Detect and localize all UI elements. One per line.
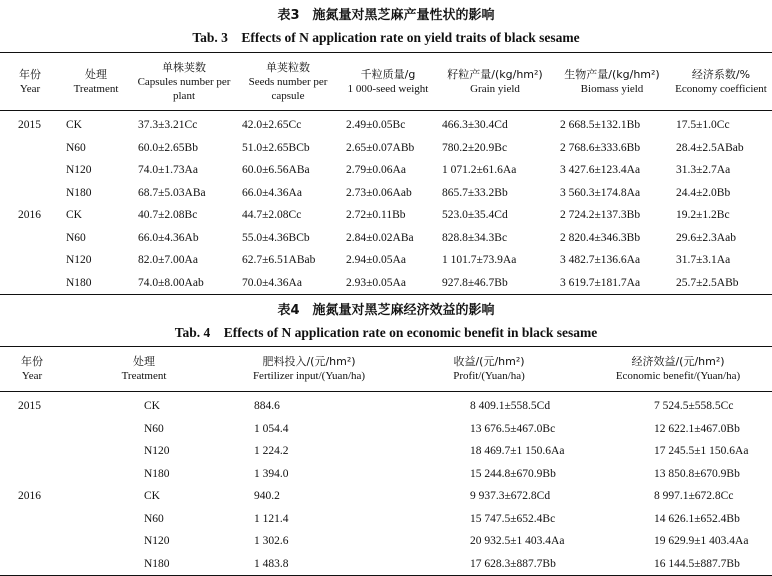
- table3-cell: 466.3±30.4Cd: [442, 119, 508, 132]
- table3-cell: 44.7±2.08Cc: [242, 209, 302, 222]
- table4-cell: 8 409.1±558.5Cd: [470, 400, 551, 413]
- table3-cell: 60.0±2.65Bb: [138, 141, 198, 154]
- table4-cell: [0, 553, 64, 576]
- table3-cell: 25.7±2.5ABb: [670, 272, 772, 295]
- table4-container: [0, 346, 772, 576]
- table3-cell: 2 724.2±137.3Bb: [560, 209, 641, 222]
- table3-cell: 2015: [18, 119, 41, 132]
- table4-cell: [0, 440, 64, 463]
- table3-cell: 3 427.6±123.4Aa: [560, 164, 641, 177]
- table4-cell: 7 524.5±558.5Cc: [654, 400, 734, 413]
- table4-cell: 1 302.6: [254, 535, 289, 548]
- table3-cell: 3 482.7±136.6Aa: [560, 254, 641, 267]
- table3-row: [0, 182, 772, 205]
- table3-cell: 3 619.7±181.7Aa: [554, 272, 670, 295]
- table3-cell: 62.7±6.51ABab: [242, 254, 316, 267]
- table4-cell: 13 850.8±670.9Bb: [654, 467, 740, 480]
- table3-cell: N180: [60, 272, 132, 295]
- table4-cell: 940.2: [254, 490, 280, 503]
- table3-cell: 927.8±46.7Bb: [436, 272, 554, 295]
- table3-header-cell: 单荚粒数 Seeds number per capsule: [236, 53, 340, 111]
- table4-cell: 2015: [18, 400, 41, 413]
- table3-row: [0, 204, 772, 227]
- table4-cell: 2016: [18, 490, 41, 503]
- table3-cell: 2 668.5±132.1Bb: [560, 119, 641, 132]
- table3-row: [0, 249, 772, 272]
- table4-cell: [0, 508, 64, 531]
- table4-header-cell: 经济效益/(元/hm²) Economic benefit/(Yuan/ha): [584, 347, 772, 392]
- table3-cell: 2 820.4±346.3Bb: [560, 231, 641, 244]
- table3-cell: [0, 249, 60, 272]
- table4-cell: 1 121.4: [254, 512, 289, 525]
- table4-cell: 15 747.5±652.4Bc: [470, 512, 556, 525]
- table3-cell: 66.0±4.36Ab: [138, 231, 199, 244]
- table3-header-cell: 经济系数/% Economy coefficient: [670, 53, 772, 111]
- table4-cell: N120: [144, 445, 170, 458]
- table3-cell: 2.94±0.05Aa: [346, 254, 406, 267]
- table3-cell: 24.4±2.0Bb: [676, 186, 731, 199]
- table3-row: [0, 111, 772, 137]
- table3-cell: [0, 182, 60, 205]
- table3-cell: 780.2±20.9Bc: [442, 141, 508, 154]
- table3-cell: 60.0±6.56ABa: [242, 164, 310, 177]
- table3-cell: 40.7±2.08Bc: [138, 209, 198, 222]
- table3-cell: 74.0±8.00Aab: [132, 272, 236, 295]
- table3-header-row: [0, 53, 772, 111]
- table4-cell: 1 054.4: [254, 422, 289, 435]
- table4-caption-cn: 表4 施氮量对黑芝麻经济效益的影响: [277, 303, 495, 318]
- table3-cell: 51.0±2.65BCb: [242, 141, 310, 154]
- table3-cell: 2.73±0.06Aab: [346, 186, 412, 199]
- table3-container: [0, 52, 772, 295]
- table4-row: [0, 508, 772, 531]
- table3-body: [0, 111, 772, 295]
- table3: [0, 52, 772, 295]
- table3-cell: [0, 227, 60, 250]
- table3-cell: 523.0±35.4Cd: [442, 209, 508, 222]
- table3-cell: N60: [66, 231, 86, 244]
- table3-row: [0, 137, 772, 160]
- table4-cell: 884.6: [254, 400, 280, 413]
- table3-header-cell: 生物产量/(kg/hm²) Biomass yield: [554, 53, 670, 111]
- table3-cell: 37.3±3.21Cc: [138, 119, 198, 132]
- table4-caption-en: Tab. 4 Effects of N application rate on economic benefit in black sesame: [174, 325, 598, 340]
- table3-cell: 31.3±2.7Aa: [676, 164, 731, 177]
- table3-cell: N120: [66, 254, 92, 267]
- table4-cell: 16 144.5±887.7Bb: [584, 553, 772, 576]
- table3-cell: 74.0±1.73Aa: [138, 164, 198, 177]
- table3-cell: N180: [66, 186, 92, 199]
- table4-cell: 12 622.1±467.0Bb: [654, 422, 740, 435]
- table4: [0, 346, 772, 576]
- table4-cell: 17 628.3±887.7Bb: [394, 553, 584, 576]
- table3-row: [0, 159, 772, 182]
- table4-row: [0, 530, 772, 553]
- table4-header-cell: 收益/(元/hm²) Profit/(Yuan/ha): [394, 347, 584, 392]
- table3-cell: 29.6±2.3Aab: [676, 231, 736, 244]
- table3-cell: 2.79±0.06Aa: [346, 164, 406, 177]
- table4-row: [0, 485, 772, 508]
- table4-row: [0, 440, 772, 463]
- table3-cell: 42.0±2.65Cc: [242, 119, 302, 132]
- table3-cell: 2.72±0.11Bb: [346, 209, 406, 222]
- table3-cell: [0, 272, 60, 295]
- table3-header-cell: 籽粒产量/(kg/hm²) Grain yield: [436, 53, 554, 111]
- table4-cell: 15 244.8±670.9Bb: [470, 467, 556, 480]
- table3-cell: 1 101.7±73.9Aa: [442, 254, 517, 267]
- table4-cell: N60: [144, 422, 164, 435]
- table3-cell: 19.2±1.2Bc: [676, 209, 730, 222]
- table3-cell: [0, 159, 60, 182]
- table4-cell: 8 997.1±672.8Cc: [654, 490, 734, 503]
- table3-header-cell: 年份 Year: [0, 53, 60, 111]
- table3-cell: N60: [66, 141, 86, 154]
- table4-cell: [0, 418, 64, 441]
- table3-cell: 82.0±7.00Aa: [138, 254, 198, 267]
- table3-row: [0, 272, 772, 295]
- table3-header-cell: 单株荚数 Capsules number per plant: [132, 53, 236, 111]
- table3-cell: 2.84±0.02ABa: [346, 231, 414, 244]
- table4-cell: CK: [144, 490, 160, 503]
- table4-cell: CK: [144, 400, 160, 413]
- table4-cell: 20 932.5±1 403.4Aa: [470, 535, 565, 548]
- table3-cell: CK: [66, 209, 82, 222]
- table3-cell: 28.4±2.5ABab: [676, 141, 744, 154]
- table4-cell: [0, 530, 64, 553]
- table3-cell: 3 560.3±174.8Aa: [560, 186, 641, 199]
- table3-cell: CK: [66, 119, 82, 132]
- table4-cell: 1 224.2: [254, 445, 289, 458]
- table4-cell: N60: [144, 512, 164, 525]
- table3-cell: 17.5±1.0Cc: [676, 119, 730, 132]
- table4-body: [0, 392, 772, 576]
- table4-row: [0, 392, 772, 418]
- table3-cell: 2.49±0.05Bc: [346, 119, 406, 132]
- table4-row: [0, 463, 772, 486]
- table3-header-cell: 千粒质量/g 1 000-seed weight: [340, 53, 436, 111]
- table3-cell: 2016: [18, 209, 41, 222]
- table4-header-cell: 肥料投入/(元/hm²) Fertilizer input/(Yuan/ha): [224, 347, 394, 392]
- table4-cell: 19 629.9±1 403.4Aa: [654, 535, 749, 548]
- table4-row: [0, 418, 772, 441]
- table4-cell: 13 676.5±467.0Bc: [470, 422, 556, 435]
- table3-cell: 70.0±4.36Aa: [236, 272, 340, 295]
- table3-caption-cn: 表3 施氮量对黑芝麻产量性状的影响: [277, 8, 495, 23]
- table3-cell: N120: [66, 164, 92, 177]
- table4-cell: N180: [144, 467, 170, 480]
- table4-header-cell: 年份 Year: [0, 347, 64, 392]
- table3-cell: 828.8±34.3Bc: [442, 231, 508, 244]
- table3-cell: 31.7±3.1Aa: [676, 254, 731, 267]
- table3-cell: 865.7±33.2Bb: [442, 186, 508, 199]
- table3-cell: 2 768.6±333.6Bb: [560, 141, 641, 154]
- table4-cell: 14 626.1±652.4Bb: [654, 512, 740, 525]
- table3-cell: 2.65±0.07ABb: [346, 141, 415, 154]
- table4-header-row: [0, 347, 772, 392]
- table3-cell: 55.0±4.36BCb: [242, 231, 310, 244]
- table4-row: [0, 553, 772, 576]
- table4-cell: 9 937.3±672.8Cd: [470, 490, 551, 503]
- table3-header-cell: 处理 Treatment: [60, 53, 132, 111]
- table3-cell: 2.93±0.05Aa: [340, 272, 436, 295]
- table3-cell: 68.7±5.03ABa: [138, 186, 206, 199]
- table3-cell: [0, 137, 60, 160]
- table4-cell: 1 483.8: [224, 553, 394, 576]
- table4-header-cell: 处理 Treatment: [64, 347, 224, 392]
- table4-cell: 17 245.5±1 150.6Aa: [654, 445, 749, 458]
- table3-caption-en: Tab. 3 Effects of N application rate on yield traits of black sesame: [192, 30, 580, 45]
- table4-cell: N180: [64, 553, 224, 576]
- table3-cell: 66.0±4.36Aa: [242, 186, 302, 199]
- table4-cell: [0, 463, 64, 486]
- table4-cell: 18 469.7±1 150.6Aa: [470, 445, 565, 458]
- table3-cell: 1 071.2±61.6Aa: [442, 164, 517, 177]
- table4-cell: N120: [144, 535, 170, 548]
- table3-row: [0, 227, 772, 250]
- table4-cell: 1 394.0: [254, 467, 289, 480]
